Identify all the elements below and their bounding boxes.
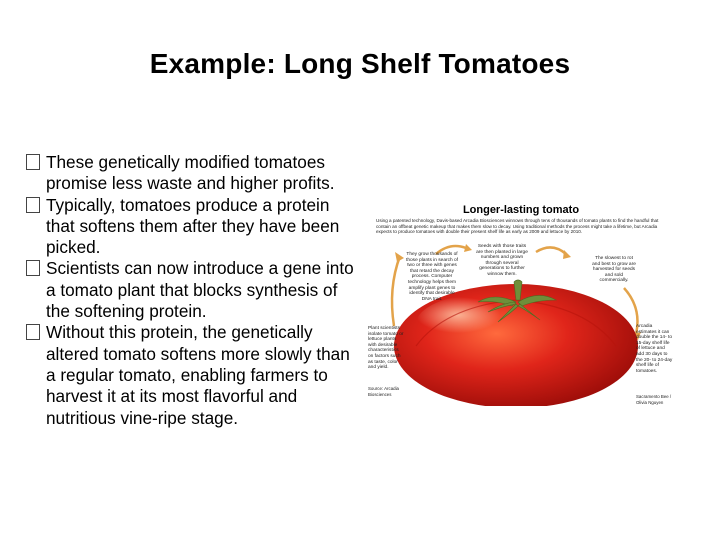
bullet-item [26,258,356,322]
missing-glyph-box-icon [26,260,40,276]
source-note: Source: Arcadia Biosciences [368,386,399,397]
step-2-text: They grow thousands of those plants in search of two or three with genes that retard the decay process. Computer technology helps them amplify plant genes to identify that desirable DNA trait. [406,252,458,302]
missing-glyph-box-icon [26,154,40,170]
bullet-text: These genetically modified tomatoes promise less waste and higher profits. [46,152,335,194]
slide-title: Example: Long Shelf Tomatoes [149,48,571,79]
bullet-item [26,195,356,259]
bullet-text: Scientists can now introduce a gene into a tomato plant that blocks synthesis of the softening protein. [46,258,354,322]
missing-glyph-box-icon [26,324,40,340]
bullet-list [26,152,356,429]
infographic-title: Longer-lasting tomato [462,204,580,216]
step-1-text: Plant scientists isolate tomato or lettuce plants with desirable characteristics on factors such as taste, color and yield. [368,326,404,371]
missing-glyph-box-icon [26,197,40,213]
credit-note: Sacramento Bee / Olivia Nguyen [636,394,672,405]
bullet-text: Typically, tomatoes produce a protein that softens them after they have been picked. [46,194,340,258]
tomato-infographic [366,196,676,406]
bullet-text: Without this protein, the genetically altered tomato softens more slowly than a regular tomato, enabling farmers to harvest it at its most flavorful and nutritious vine-ripe stage. [46,322,350,428]
step-3-text: Seeds with those traits are then planted in large numbers and grown through several generations to further winnow them. [476,244,528,277]
arrow-step3 [536,247,566,254]
arrow-step1 [392,256,400,326]
bullet-item [26,152,356,195]
infographic-caption: Using a patented technology, Davis-based Arcadia Biosciences winnows through tens of thousands of tomato plants to find the handful that contain an offbeat genetic makeup that makes them slow to decay. Using traditional methods the process might take a lifetime, but Arcadia expects to produce tomatoes with double their present shelf life as early as 2009 and lettuce by 2010. [376,218,659,234]
step-5-text: Arcadia estimates it can double the 14- to 15-day shelf life of lettuce and add 30 days to the 20- to 24-day shelf life of tomatoes. [636,324,673,374]
step-4-text: The slowest to rot and best to grow are harvested for seeds and sold commercially. [592,256,636,284]
bullet-item [26,322,356,428]
